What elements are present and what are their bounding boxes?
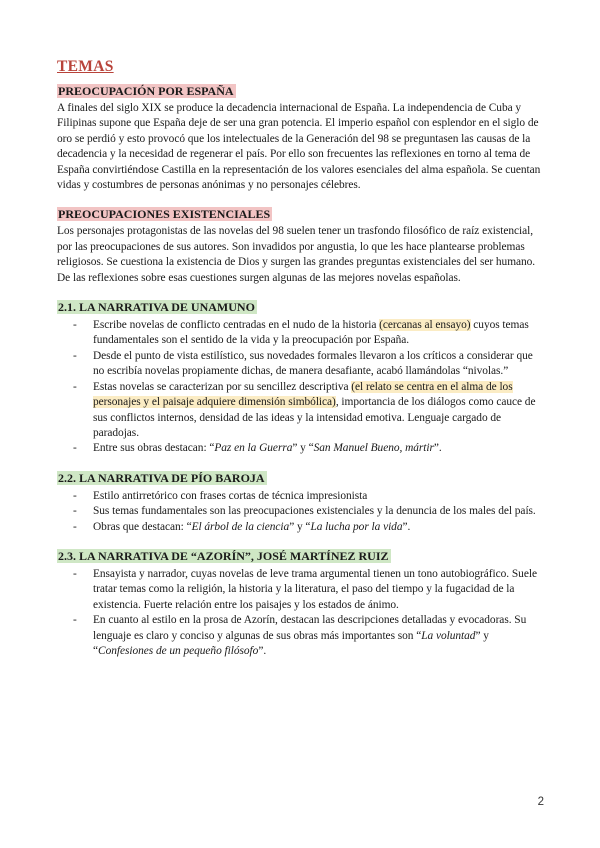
work-title: El árbol de la ciencia [191, 520, 290, 533]
work-title: La lucha por la vida [310, 520, 403, 533]
section-baroja [57, 469, 544, 535]
page-title: TEMAS [57, 58, 114, 75]
work-title: Confesiones de un pequeño filósofo [98, 644, 259, 657]
list-item: - Obras que destacan: “El árbol de la ciencia” y “La lucha por la vida”. [93, 520, 544, 535]
section-preocupacion-espana [57, 82, 544, 193]
list-item: - Estilo antirretórico con frases cortas de técnica impresionista [93, 489, 544, 504]
section-heading-espana: PREOCUPACIÓN POR ESPAÑA [58, 84, 234, 98]
page-number: 2 [537, 796, 544, 808]
highlight: (cercanas al ensayo) [379, 319, 471, 332]
unamuno-list [57, 318, 544, 457]
list-item: - Escribe novelas de conflicto centradas en el nudo de la historia (cercanas al ensayo) cuyos temas fundamentales son el sentido de la vida y la preocupación por España. [93, 318, 544, 349]
list-item: - Estas novelas se caracterizan por su sencillez descriptiva (el relato se centra en el alma de los personajes y el paisaje adquiere dimensión simbólica), importancia de los diálogos como cauce de sus conflictos internos, densidad de las ideas y la intensidad emotiva. Lenguaje cargado de paradojas. [93, 380, 544, 442]
work-title: La voluntad [421, 629, 476, 642]
list-item: - Ensayista y narrador, cuyas novelas de leve trama argumental tienen un tono autobiográfico. Suele tratar temas como la religión, la historia y la literatura, el paso del tiempo y la fugacidad de la existencia. Fuerte relación entre los paisajes y los estados de ánimo. [93, 567, 544, 613]
list-item: - Sus temas fundamentales son las preocupaciones existenciales y la denuncia de los males del país. [93, 504, 544, 519]
section-unamuno [57, 298, 544, 457]
section-text-existenciales: Los personajes protagonistas de las novelas del 98 suelen tener un trasfondo filosófico de raíz existencial, por las preocupaciones de sus autores. Son invadidos por angustia, lo que les hace plantearse problemas religiosos. Se cuestiona la existencia de Dios y surgen las grandes preguntas existenciales del ser humano. De las reflexiones sobre esas cuestiones surgen algunas de las mejores novelas españolas. [57, 225, 536, 284]
work-title: Paz en la Guerra [214, 442, 293, 455]
list-item: - Desde el punto de vista estilístico, sus novedades formales llevaron a los críticos a considerar que no escribía novelas propiamente dichas, de manera desafiante, acabó llamándolas “nivolas.” [93, 349, 544, 380]
section-heading-unamuno: 2.1. LA NARRATIVA DE UNAMUNO [58, 300, 255, 315]
list-item: - En cuanto al estilo en la prosa de Azorín, destacan las descripciones detalladas y evocadoras. Su lenguaje es claro y conciso y algunas de sus obras más importantes son “La voluntad” y “Confesiones de un pequeño filósofo”. [93, 613, 544, 659]
section-heading-baroja: 2.2. LA NARRATIVA DE PÍO BAROJA [58, 470, 265, 485]
section-preocupaciones-existenciales [57, 205, 544, 286]
azorin-list [57, 567, 544, 659]
section-heading-azorin: 2.3. LA NARRATIVA DE “AZORÍN”, JOSÉ MARTÍNEZ RUIZ [58, 548, 389, 563]
work-title: San Manuel Bueno, mártir [313, 442, 434, 455]
highlight: (el relato se centra en el alma de los personajes y el paisaje adquiere dimensión simbólica) [93, 380, 513, 409]
list-item: - Entre sus obras destacan: “Paz en la Guerra” y “San Manuel Bueno, mártir”. [93, 441, 544, 456]
section-azorin [57, 547, 544, 659]
section-text-espana: A finales del siglo XIX se produce la decadencia internacional de España. La independencia de Cuba y Filipinas supone que España deje de ser una gran potencia. El imperio español con esplendor en el siglo de oro se perdió y esto provocó que los intelectuales de la Generación del 98 se preguntasen las causas de la decadencia y la necesidad de regenerar el país. Por ello son frecuentes las reflexiones en torno al tema de España convirtiéndose Castilla en la representación de los valores esenciales del alma española. Se cuentan vidas y costumbres de personas anónimas y no personajes célebres. [57, 102, 541, 192]
baroja-list [57, 489, 544, 535]
section-heading-existenciales: PREOCUPACIONES EXISTENCIALES [58, 207, 271, 222]
